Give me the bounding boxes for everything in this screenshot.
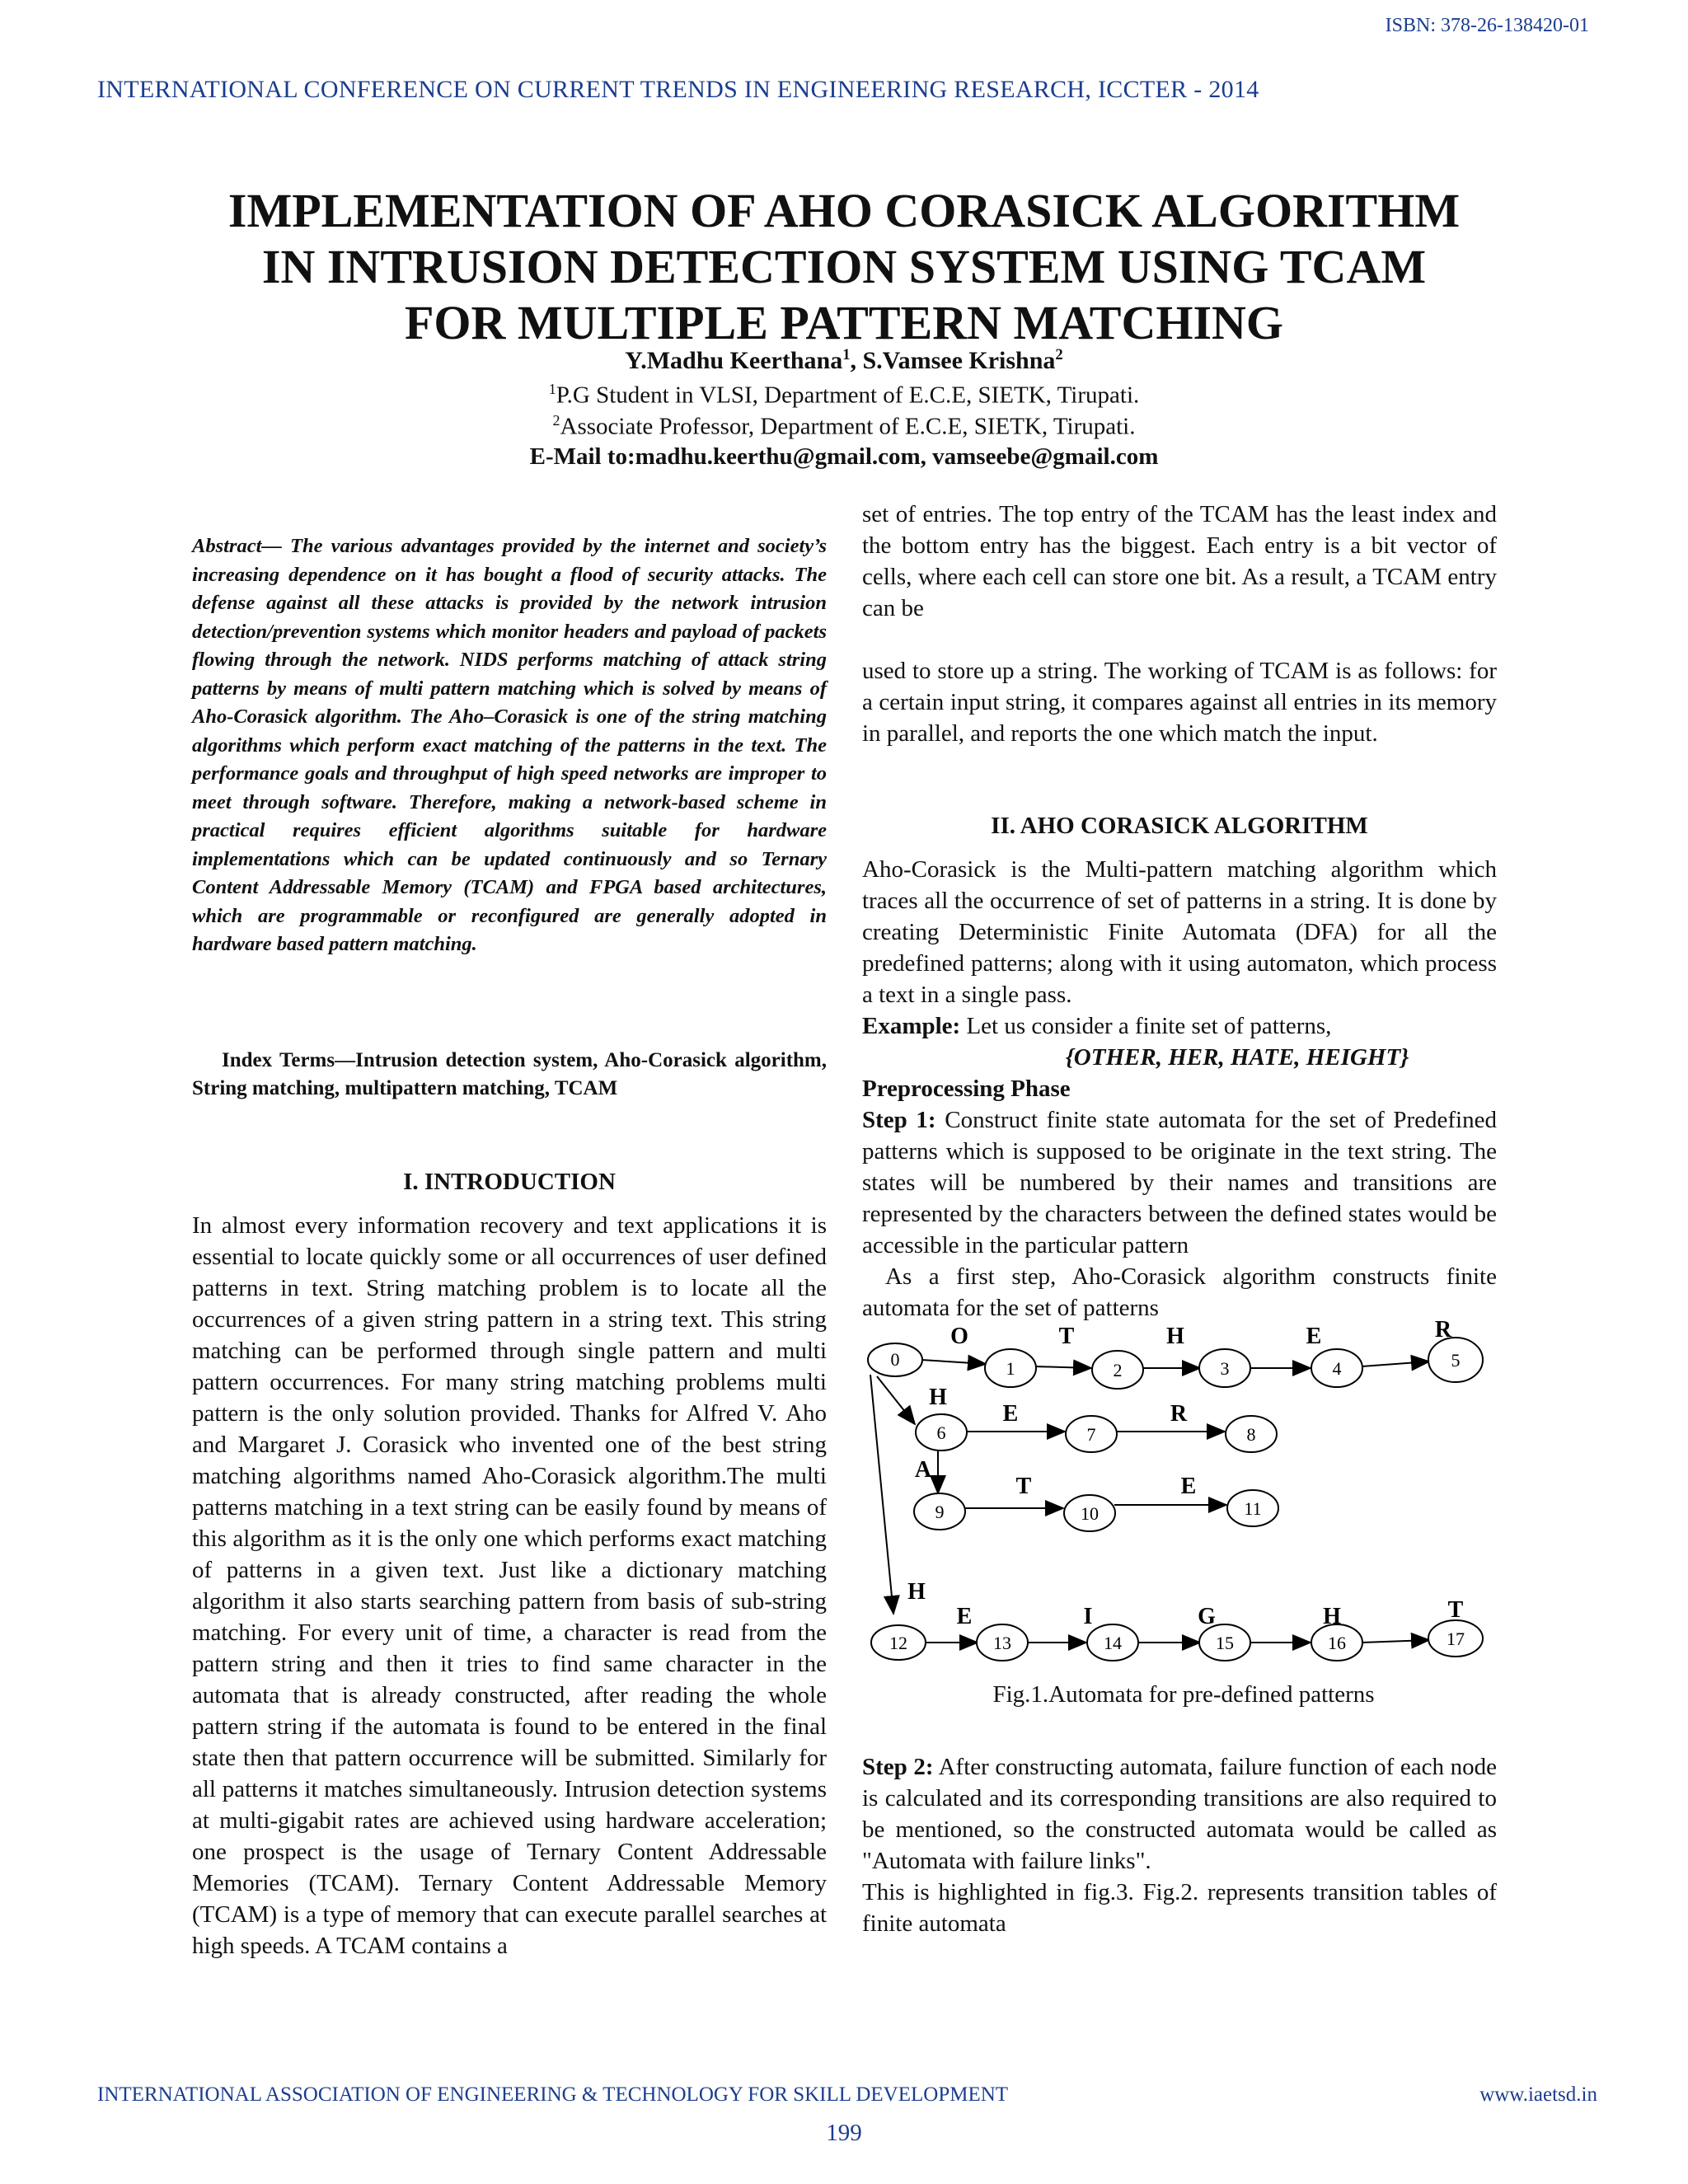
tcam-paragraph-2: used to store up a string. The working of TCAM is as follows: for a certain input string, it compares against all entries in its memory in parallel, and reports the one which match the input. — [862, 658, 1497, 747]
footer-association: INTERNATIONAL ASSOCIATION OF ENGINEERING & TECHNOLOGY FOR SKILL DEVELOPMENT — [97, 2083, 1009, 2106]
author-email: E-Mail to:madhu.keerthu@gmail.com, vamseebe@gmail.com — [529, 443, 1159, 470]
transition-label-g: G — [1198, 1604, 1216, 1629]
transition-label-e2: E — [1002, 1401, 1019, 1427]
step-1-label: Step 1: — [862, 1107, 936, 1133]
transition-label-r: R — [1434, 1319, 1452, 1343]
state-label-17: 17 — [1447, 1629, 1465, 1649]
index-terms: Index Terms—Intrusion detection system, Aho-Corasick algorithm, String matching, multipattern matching, TCAM — [192, 1049, 827, 1099]
isbn-header: ISBN: 378-26-138420-01 — [1385, 15, 1589, 36]
transition-label-e3: E — [1180, 1474, 1197, 1499]
section-2-heading: II. AHO CORASICK ALGORITHM — [991, 813, 1368, 839]
affiliation-1 — [0, 381, 1688, 410]
affiliation-1-sup: 1 — [548, 381, 556, 397]
authors — [0, 346, 1688, 375]
transition-label-h3: H — [907, 1579, 926, 1605]
author-2: S.Vamsee Krishna — [862, 347, 1056, 374]
author-2-sup: 2 — [1055, 346, 1063, 363]
step-2-text: After constructing automata, failure function of each node is calculated and its corresponding transitions are also required to be mentioned, so the constructed automata would be called as "Automata with failure links". — [862, 1754, 1497, 1874]
paper-title — [0, 183, 1688, 351]
title-line-3: FOR MULTIPLE PATTERN MATCHING — [404, 296, 1284, 349]
section-1-heading: I. INTRODUCTION — [403, 1169, 616, 1195]
affiliation-2 — [0, 412, 1688, 441]
state-label-0: 0 — [890, 1349, 900, 1370]
example-label: Example: — [862, 1013, 961, 1039]
transition-label-a: A — [914, 1457, 932, 1483]
transition-label-r2: R — [1170, 1401, 1188, 1427]
transition-label-h2: H — [929, 1385, 947, 1410]
title-line-1: IMPLEMENTATION OF AHO CORASICK ALGORITHM — [227, 184, 1461, 237]
transition-label-i: I — [1083, 1604, 1093, 1629]
author-1-sup: 1 — [842, 346, 851, 363]
aho-corasick-paragraph: Aho-Corasick is the Multi-pattern matching algorithm which traces all the occurrence of set of patterns in a string. It is done by creating Deterministic Finite Automata (DFA) for all the predefined patterns; along with it using automaton, which process a text in a single pass. — [862, 856, 1497, 1008]
affiliation-2-sup: 2 — [552, 412, 560, 429]
page-number: 199 — [826, 2120, 862, 2146]
step-2-body — [862, 1751, 1497, 1939]
step-2-paragraph — [862, 1751, 1497, 1877]
state-label-5: 5 — [1451, 1350, 1461, 1371]
affiliation-2-text: Associate Professor, Department of E.C.E, SIETK, Tirupati. — [560, 413, 1136, 440]
step-1-paragraph — [862, 1104, 1497, 1261]
state-label-7: 7 — [1086, 1424, 1096, 1445]
state-label-6: 6 — [936, 1422, 946, 1443]
step-1-text: Construct finite state automata for the set of Predefined patterns which is supposed to be originate in the text string. The states will be numbered by their names and transitions are represented by the characters between the defined states would be accessible in the particular pattern — [862, 1107, 1497, 1258]
transition-label-e: E — [1306, 1324, 1322, 1349]
step-2-continuation: This is highlighted in fig.3. Fig.2. represents transition tables of finite automata — [862, 1879, 1497, 1937]
state-label-15: 15 — [1216, 1633, 1234, 1653]
example-line — [862, 1010, 1497, 1042]
section-2-body — [862, 854, 1497, 1324]
figure-caption: Fig.1.Automata for pre-defined patterns — [992, 1681, 1375, 1708]
state-label-4: 4 — [1332, 1358, 1342, 1379]
pattern-set: {OTHER, HER, HATE, HEIGHT} — [1065, 1044, 1409, 1071]
state-label-13: 13 — [993, 1633, 1011, 1653]
example-text: Let us consider a finite set of patterns, — [960, 1013, 1332, 1039]
abstract: Abstract— The various advantages provided by the internet and society’s increasing dependence on it has bought a flood of security attacks. The defense against all these attacks is provided by the network intrusion detection/prevention systems which monitor headers and payload of packets flowing through the network. NIDS performs matching of attack string patterns by means of multi pattern matching which is solved by means of Aho-Corasick algorithm. The Aho–Corasick is one of the string matching algorithms which perform exact matching of the patterns in the text. The performance goals and throughput of high speed networks are improper to meet through software. Therefore, making a network-based scheme in practical requires efficient algorithms suitable for hardware implementations which can be updated continuously and so Ternary Content Addressable Memory (TCAM) and FPGA based architectures, which are programmable or reconfigured are generally adopted in hardware based pattern matching. — [192, 535, 827, 955]
title-line-2: IN INTRUSION DETECTION SYSTEM USING TCAM — [261, 240, 1427, 293]
introduction-text: In almost every information recovery and text applications it is essential to locate quickly some or all occurrences of user defined patterns in text. String matching problem is to locate all the occurrences of a given string pattern in a string text. This string matching can be performed through single pattern and multi pattern occurrences. For many string matching problems multi pattern is the only solution provided. Thanks for Alfred V. Aho and Margaret J. Corasick who invented one of the best string matching algorithms named Aho-Corasick algorithm.The multi patterns matching in a text string can be easily found by means of this algorithm as it is the only one which performs exact matching of patterns in a given text. Just like a dictionary matching algorithm it also starts searching pattern from basis of sub-string matching. For every unit of time, a character is read from the pattern string and then it tries to find same character in the automata that is already constructed, after reading the whole pattern string if the automata is found to be entered in the final state then that pattern occurrence will be submitted. Similarly for all patterns it matches simultaneously. Intrusion detection systems at multi-gigabit rates are achieved using hardware acceleration; one prospect is the usage of Ternary Content Addressable Memories (TCAM). Ternary Content Addressable Memory (TCAM) is a type of memory that can execute parallel searches at high speeds. A TCAM contains a — [192, 1212, 827, 1959]
preprocessing-heading: Preprocessing Phase — [862, 1076, 1071, 1102]
step-1-continuation: As a first step, Aho-Corasick algorithm constructs finite automata for the set of patterns — [862, 1263, 1497, 1321]
transition-label-h: H — [1166, 1324, 1184, 1349]
state-label-8: 8 — [1246, 1424, 1256, 1445]
transition-label-e4: E — [956, 1604, 973, 1629]
conference-header: INTERNATIONAL CONFERENCE ON CURRENT TRENDS IN ENGINEERING RESEARCH, ICCTER - 2014 — [97, 76, 1259, 103]
step-2-label: Step 2: — [862, 1754, 934, 1780]
state-label-1: 1 — [1006, 1358, 1015, 1379]
state-label-3: 3 — [1220, 1358, 1230, 1379]
author-1: Y.Madhu Keerthana — [625, 347, 843, 374]
transition-label-h4: H — [1323, 1604, 1341, 1629]
footer-website: www.iaetsd.in — [1479, 2083, 1597, 2106]
tcam-paragraph-1: set of entries. The top entry of the TCAM has the least index and the bottom entry has the biggest. Each entry is a bit vector of cells, where each cell can store one bit. As a result, a TCAM entry can be — [862, 501, 1497, 621]
transition-label-o: O — [950, 1324, 968, 1349]
affiliation-1-text: P.G Student in VLSI, Department of E.C.E, SIETK, Tirupati. — [556, 382, 1140, 409]
state-label-2: 2 — [1113, 1360, 1123, 1380]
author-separator: , — [850, 347, 863, 374]
transition-label-t: T — [1058, 1324, 1075, 1349]
transition-label-t2: T — [1015, 1474, 1032, 1499]
state-label-9: 9 — [935, 1502, 945, 1522]
state-label-14: 14 — [1104, 1633, 1122, 1653]
state-label-10: 10 — [1081, 1503, 1099, 1524]
state-label-16: 16 — [1328, 1633, 1346, 1653]
state-label-11: 11 — [1244, 1498, 1262, 1519]
automata-figure — [862, 1319, 1505, 1681]
transition-label-t3: T — [1447, 1597, 1464, 1623]
state-label-12: 12 — [889, 1633, 907, 1653]
